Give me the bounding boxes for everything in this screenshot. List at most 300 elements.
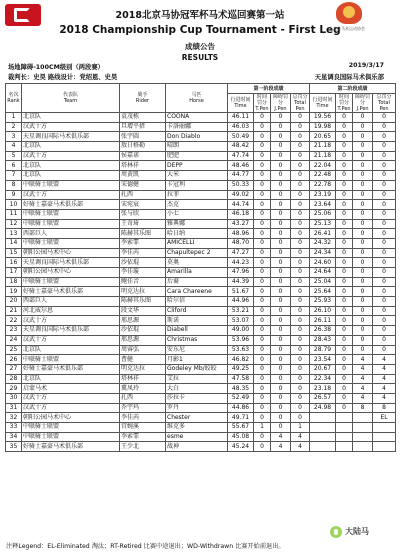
cell-rank: 33 <box>6 423 22 433</box>
cell-p1-total-pen: 4 <box>291 432 310 442</box>
cell-p1-total-pen: 0 <box>291 306 310 316</box>
cell-team: 中联骑士联盟 <box>22 423 120 433</box>
cell-p2-total-pen: 0 <box>373 297 396 307</box>
cell-p2-total-pen: 8 <box>373 403 396 413</box>
cell-p2-total-pen: 0 <box>373 248 396 258</box>
cell-p2-total-pen: 4 <box>373 364 396 374</box>
cell-horse: 莎拉卡 <box>166 393 228 403</box>
cell-p1-time-pen: 0 <box>254 287 271 297</box>
cell-team: 中联骑士联盟 <box>22 432 120 442</box>
cell-p1-time-pen: 0 <box>254 190 271 200</box>
cell-p2-time: 26.41 <box>310 229 336 239</box>
cell-team: 汉武十方 <box>22 151 120 161</box>
cell-team: 中联骑士联盟 <box>22 238 120 248</box>
cell-p1-time-pen: 0 <box>254 248 271 258</box>
cell-p1-jump-pen: 0 <box>271 180 291 190</box>
cell-p2-total-pen: 0 <box>373 200 396 210</box>
cell-p1-total-pen: 0 <box>291 219 310 229</box>
cell-p2-time: 23.19 <box>310 190 336 200</box>
cell-p1-jump-pen: 0 <box>271 403 291 413</box>
cell-rider: 沙依琨 <box>120 258 166 268</box>
header-p1-total-pen: 总罚分 Total Pen <box>292 94 308 112</box>
cell-p2-total-pen: 0 <box>373 180 396 190</box>
cell-rider: 周睿弘 <box>120 345 166 355</box>
cell-p2-time: 26.10 <box>310 306 336 316</box>
cell-p2-jump-pen: 0 <box>353 161 373 171</box>
event-date: 2019/3/17 <box>348 62 384 69</box>
cell-team: 北京队 <box>22 142 120 152</box>
cell-p2-total-pen: 0 <box>373 142 396 152</box>
cell-p1-time: 47.74 <box>228 151 254 161</box>
cell-p2-jump-pen: 0 <box>353 151 373 161</box>
cell-rank: 15 <box>6 248 22 258</box>
cell-p1-time: 45.08 <box>228 432 254 442</box>
cell-p1-time-pen: 0 <box>254 113 271 123</box>
cell-rider: 王少北 <box>120 442 166 452</box>
cell-horse: 卡洛丽娜 <box>166 122 228 132</box>
cell-p1-jump-pen: 0 <box>271 113 291 123</box>
cell-horse: Cara Chareene <box>166 287 228 297</box>
cell-p1-jump-pen: 0 <box>271 297 291 307</box>
cell-rank: 7 <box>6 171 22 181</box>
table-row <box>6 258 396 268</box>
cell-rank: 18 <box>6 277 22 287</box>
cell-rider: 李索霏 <box>120 432 166 442</box>
cell-team: 汉武十方 <box>22 335 120 345</box>
cell-p2-total-pen <box>373 423 396 433</box>
cell-p2-time-pen: 0 <box>336 132 353 142</box>
cell-p2-time: 24.64 <box>310 268 336 278</box>
cell-p1-time: 48.42 <box>228 142 254 152</box>
cell-p1-time: 53.21 <box>228 306 254 316</box>
cell-horse: DEPP <box>166 161 228 171</box>
cell-p1-total-pen: 0 <box>291 229 310 239</box>
cell-horse: Godeley Mb/皎皎 <box>166 364 228 374</box>
cell-p2-time-pen: 0 <box>336 209 353 219</box>
cell-p2-time-pen: 0 <box>336 393 353 403</box>
cell-p2-jump-pen: 8 <box>353 403 373 413</box>
cell-p1-jump-pen: 0 <box>271 326 291 336</box>
cell-rider: 李佳芮 <box>120 413 166 423</box>
cell-p1-time-pen: 0 <box>254 355 271 365</box>
table-row <box>6 384 396 394</box>
cell-p1-jump-pen: 0 <box>271 384 291 394</box>
cell-rank: 5 <box>6 151 22 161</box>
cell-rider: 塔林祥 <box>120 374 166 384</box>
cell-p2-total-pen: 0 <box>373 268 396 278</box>
cell-p2-total-pen: 0 <box>373 122 396 132</box>
cell-team: 好骑士嘉豪马术俱乐部 <box>22 200 120 210</box>
cell-p2-total-pen: 0 <box>373 171 396 181</box>
cell-team: 汉武十方 <box>22 393 120 403</box>
cell-p1-time: 45.24 <box>228 442 254 452</box>
cell-p2-jump-pen: 0 <box>353 171 373 181</box>
table-row <box>6 355 396 365</box>
cell-p1-jump-pen: 0 <box>271 200 291 210</box>
cell-p2-total-pen: 0 <box>373 306 396 316</box>
cell-p2-time: 28.43 <box>310 335 336 345</box>
cell-p2-jump-pen: 0 <box>353 122 373 132</box>
cell-team: 中联骑士联盟 <box>22 209 120 219</box>
cell-rank: 24 <box>6 335 22 345</box>
table-row <box>6 403 396 413</box>
cell-rank: 12 <box>6 219 22 229</box>
cell-horse: COONA <box>166 113 228 123</box>
cell-p1-time: 46.11 <box>228 113 254 123</box>
cell-p1-total-pen: 0 <box>291 364 310 374</box>
cell-p2-total-pen: 0 <box>373 161 396 171</box>
cell-p1-time-pen: 0 <box>254 171 271 181</box>
cell-p1-time: 49.25 <box>228 364 254 374</box>
cell-p2-time: 25.64 <box>310 287 336 297</box>
cell-team: 中联骑士联盟 <box>22 219 120 229</box>
cell-horse: 雅典娜 <box>166 219 228 229</box>
table-row <box>6 180 396 190</box>
cell-p1-time: 50.49 <box>228 132 254 142</box>
cell-p2-time <box>310 423 336 433</box>
cell-p1-jump-pen: 0 <box>271 306 291 316</box>
cell-p1-total-pen: 0 <box>291 297 310 307</box>
table-row <box>6 238 396 248</box>
table-row <box>6 248 396 258</box>
cell-rank: 6 <box>6 161 22 171</box>
table-row <box>6 277 396 287</box>
cell-rider: 鲍佳音 <box>120 277 166 287</box>
cell-p2-jump-pen: 0 <box>353 335 373 345</box>
cell-p2-time-pen <box>336 442 353 452</box>
header-p1-jump-pen: 障碍罚分 J.Pen <box>271 94 291 113</box>
cell-p1-time: 44.96 <box>228 297 254 307</box>
cell-rank: 13 <box>6 229 22 239</box>
cell-p2-time: 25.04 <box>310 277 336 287</box>
cell-p2-jump-pen: 0 <box>353 142 373 152</box>
cell-p1-jump-pen: 0 <box>271 132 291 142</box>
header-p2-time: 行进时间 Time <box>310 94 336 113</box>
table-row <box>6 297 396 307</box>
cell-p2-time-pen: 0 <box>336 277 353 287</box>
cell-rider: 乔宇玛 <box>120 403 166 413</box>
cell-p1-time: 53.07 <box>228 316 254 326</box>
cell-p2-total-pen: 0 <box>373 113 396 123</box>
table-row <box>6 161 396 171</box>
results-table <box>5 83 396 452</box>
cell-rank: 2 <box>6 122 22 132</box>
cell-team: 朝阳公园马术中心 <box>22 268 120 278</box>
cell-horse: 罗丹 <box>166 403 228 413</box>
cell-rider: 扎西 <box>120 190 166 200</box>
cell-p1-total-pen: 0 <box>291 316 310 326</box>
cell-rank: 29 <box>6 384 22 394</box>
cell-team: 北京队 <box>22 161 120 171</box>
cell-p2-total-pen: EL <box>373 413 396 423</box>
cell-rider: 李佳璇 <box>120 268 166 278</box>
cell-p1-total-pen: 0 <box>291 393 310 403</box>
cell-p2-total-pen: 0 <box>373 209 396 219</box>
cell-p2-time-pen: 0 <box>336 190 353 200</box>
table-row <box>6 442 396 452</box>
cell-p1-time: 44.86 <box>228 403 254 413</box>
table-row <box>6 190 396 200</box>
association-emblem-icon <box>336 2 362 24</box>
cell-p1-time: 55.67 <box>228 423 254 433</box>
cell-p1-time-pen: 0 <box>254 238 271 248</box>
cell-horse: 维克多 <box>166 423 228 433</box>
table-row <box>6 209 396 219</box>
cell-horse: Chapultepec 2 <box>166 248 228 258</box>
cell-p1-time: 44.74 <box>228 200 254 210</box>
cell-team: 河北威尔恩 <box>22 306 120 316</box>
cell-p2-time-pen <box>336 423 353 433</box>
cell-horse: 哈日纳 <box>166 229 228 239</box>
cell-team: 汉武十方 <box>22 316 120 326</box>
cell-p2-total-pen: 0 <box>373 345 396 355</box>
cell-p2-jump-pen: 4 <box>353 364 373 374</box>
cell-p1-total-pen: 0 <box>291 258 310 268</box>
cell-p1-jump-pen: 0 <box>271 238 291 248</box>
cell-p1-jump-pen: 0 <box>271 142 291 152</box>
cell-horse: 大白 <box>166 384 228 394</box>
cell-p1-time-pen: 0 <box>254 229 271 239</box>
table-row <box>6 423 396 433</box>
cell-p2-jump-pen: 0 <box>353 238 373 248</box>
cell-rank: 25 <box>6 345 22 355</box>
table-row <box>6 200 396 210</box>
cell-p1-time-pen: 0 <box>254 200 271 210</box>
header-p2-jump-pen: 障碍罚分 J.Pen <box>353 94 373 113</box>
cell-team: 北京队 <box>22 374 120 384</box>
cell-p1-time: 47.27 <box>228 248 254 258</box>
cell-p1-time: 48.35 <box>228 384 254 394</box>
cell-p1-jump-pen: 0 <box>271 229 291 239</box>
cell-p2-time: 21.18 <box>310 142 336 152</box>
cell-rider: 旦增平措 <box>120 122 166 132</box>
table-row <box>6 229 396 239</box>
cell-p2-time: 25.93 <box>310 297 336 307</box>
cell-p1-jump-pen: 0 <box>271 287 291 297</box>
cell-p2-time: 22.78 <box>310 180 336 190</box>
cell-p1-jump-pen: 0 <box>271 355 291 365</box>
cell-p1-time-pen: 0 <box>254 161 271 171</box>
venue: 天星调良国际马术俱乐部 <box>314 74 384 81</box>
cell-p1-jump-pen: 0 <box>271 335 291 345</box>
cell-horse: Cliford <box>166 306 228 316</box>
cell-rank: 8 <box>6 180 22 190</box>
cell-horse: AMICELLI <box>166 238 228 248</box>
cell-p2-time-pen: 0 <box>336 287 353 297</box>
cell-p2-total-pen: 0 <box>373 190 396 200</box>
cell-rank: 11 <box>6 209 22 219</box>
cell-p1-total-pen: 1 <box>291 423 310 433</box>
cell-p1-jump-pen: 4 <box>271 432 291 442</box>
cell-p2-jump-pen: 0 <box>353 277 373 287</box>
cell-p1-time-pen: 0 <box>254 364 271 374</box>
cell-p1-total-pen: 0 <box>291 374 310 384</box>
cell-p2-time-pen: 0 <box>336 142 353 152</box>
cell-p2-time-pen: 0 <box>336 113 353 123</box>
cell-rank: 20 <box>6 297 22 307</box>
cell-rider: 段文华 <box>120 306 166 316</box>
cell-p2-jump-pen: 0 <box>353 219 373 229</box>
table-row <box>6 335 396 345</box>
cell-p2-time-pen <box>336 413 353 423</box>
cell-p2-total-pen: 4 <box>373 393 396 403</box>
table-row <box>6 432 396 442</box>
results-subtitle-cn: 成绩公告 <box>185 42 215 51</box>
table-row <box>6 287 396 297</box>
header-team: 代表队 Team <box>22 84 120 113</box>
table-row <box>6 113 396 123</box>
header-p1-time-pen: 时间 罚分 T.Pen <box>255 94 269 112</box>
cell-p2-time: 26.57 <box>310 393 336 403</box>
cell-p1-jump-pen: 0 <box>271 190 291 200</box>
cell-p1-jump-pen: 0 <box>271 248 291 258</box>
cell-rank: 4 <box>6 142 22 152</box>
cell-horse: Diabell <box>166 326 228 336</box>
cell-rank: 27 <box>6 364 22 374</box>
cell-p1-total-pen: 0 <box>291 171 310 181</box>
cell-p1-time-pen: 0 <box>254 268 271 278</box>
cell-p2-time: 24.34 <box>310 248 336 258</box>
cell-p1-time-pen: 0 <box>254 132 271 142</box>
cell-p2-time-pen: 0 <box>336 306 353 316</box>
cell-p2-time-pen: 0 <box>336 200 353 210</box>
cell-p2-time-pen: 0 <box>336 219 353 229</box>
cell-p1-jump-pen: 0 <box>271 413 291 423</box>
header-p1-time: 行进时间 Time <box>228 94 254 113</box>
cell-team: 好骑士嘉豪马术俱乐部 <box>22 364 120 374</box>
cell-p2-time-pen: 0 <box>336 122 353 132</box>
cell-p2-total-pen: 0 <box>373 238 396 248</box>
cell-horse: 哈尔信 <box>166 297 228 307</box>
cell-p2-jump-pen: 4 <box>353 355 373 365</box>
cell-p1-jump-pen: 0 <box>271 393 291 403</box>
cell-rider: 明克达拉 <box>120 364 166 374</box>
event-title-cn: 2018北京马协冠军杯马术巡回赛第一站 <box>115 10 285 21</box>
cell-team: 汉武十方 <box>22 403 120 413</box>
cell-p2-total-pen: 0 <box>373 219 396 229</box>
header-rider: 骑手 Rider <box>120 84 166 113</box>
cell-p2-time: 22.48 <box>310 171 336 181</box>
cell-rank: 26 <box>6 355 22 365</box>
cell-team: 中联骑士联盟 <box>22 355 120 365</box>
cell-p2-total-pen <box>373 432 396 442</box>
cell-p2-jump-pen: 0 <box>353 209 373 219</box>
cell-p1-total-pen: 0 <box>291 180 310 190</box>
cell-rider: 李索霏 <box>120 238 166 248</box>
cell-team: 天星调良国际马术俱乐部 <box>22 326 120 336</box>
cell-p2-total-pen: 0 <box>373 335 396 345</box>
table-row <box>6 345 396 355</box>
cell-p2-time: 21.18 <box>310 151 336 161</box>
cell-p1-total-pen: 0 <box>291 287 310 297</box>
cell-horse: 杰克 <box>166 200 228 210</box>
cell-p2-time: 26.11 <box>310 316 336 326</box>
table-row <box>6 326 396 336</box>
cell-p2-time: 23.18 <box>310 384 336 394</box>
table-row <box>6 306 396 316</box>
cell-p1-time-pen: 0 <box>254 442 271 452</box>
cell-rank: 17 <box>6 268 22 278</box>
cell-p2-time <box>310 442 336 452</box>
cell-horse: 斯诺 <box>166 316 228 326</box>
cell-horse: 艾拉 <box>166 374 228 384</box>
cell-p1-time-pen: 0 <box>254 151 271 161</box>
cell-horse: 大米 <box>166 171 228 181</box>
cell-rider: 宋宛宸 <box>120 200 166 210</box>
cell-rank: 16 <box>6 258 22 268</box>
cell-p1-jump-pen: 0 <box>271 423 291 433</box>
cell-p2-time-pen: 0 <box>336 374 353 384</box>
cell-rider: 敖日格勒 <box>120 142 166 152</box>
cell-p2-jump-pen: 0 <box>353 297 373 307</box>
cell-p2-jump-pen: 0 <box>353 113 373 123</box>
cell-rider: 沙依琨 <box>120 326 166 336</box>
cell-p2-time: 26.38 <box>310 326 336 336</box>
cell-p1-time-pen: 0 <box>254 316 271 326</box>
cell-horse: Amarilla <box>166 268 228 278</box>
cell-rank: 35 <box>6 442 22 452</box>
cell-p2-jump-pen: 0 <box>353 229 373 239</box>
cell-p1-time-pen: 0 <box>254 326 271 336</box>
cell-team: 汉武十方 <box>22 190 120 200</box>
cell-rank: 32 <box>6 413 22 423</box>
cell-rider: 邢思源 <box>120 316 166 326</box>
association-logo-text: 北京马术运动协会 <box>333 26 365 31</box>
cell-p1-total-pen: 0 <box>291 335 310 345</box>
cell-p1-time-pen: 0 <box>254 432 271 442</box>
cell-p2-jump-pen: 0 <box>353 190 373 200</box>
cell-rider: 王奇琦 <box>120 219 166 229</box>
cell-p1-time: 51.67 <box>228 287 254 297</box>
table-row <box>6 268 396 278</box>
table-row <box>6 364 396 374</box>
cell-rider: 明克达拉 <box>120 287 166 297</box>
cell-rank: 34 <box>6 432 22 442</box>
cell-p2-jump-pen: 0 <box>353 200 373 210</box>
cell-p1-total-pen: 0 <box>291 190 310 200</box>
cell-p2-time-pen <box>336 432 353 442</box>
cell-p2-total-pen: 0 <box>373 132 396 142</box>
cell-p2-time-pen: 0 <box>336 316 353 326</box>
table-row <box>6 132 396 142</box>
cell-p1-time-pen: 1 <box>254 423 271 433</box>
cell-p1-jump-pen: 0 <box>271 345 291 355</box>
cell-p1-total-pen: 0 <box>291 161 310 171</box>
cell-p1-total-pen: 0 <box>291 248 310 258</box>
cell-rank: 14 <box>6 238 22 248</box>
cell-rank: 10 <box>6 200 22 210</box>
cell-p2-time-pen: 0 <box>336 297 353 307</box>
cell-p2-time <box>310 432 336 442</box>
cell-p1-time: 48.96 <box>228 229 254 239</box>
header-p2-total-pen: 总罚分 Total Pen <box>373 94 396 113</box>
cell-rank: 9 <box>6 190 22 200</box>
association-logo <box>318 2 380 36</box>
cell-p2-time: 22.34 <box>310 374 336 384</box>
cell-p1-time-pen: 0 <box>254 180 271 190</box>
cell-p2-total-pen: 0 <box>373 258 396 268</box>
cell-p2-time-pen: 0 <box>336 326 353 336</box>
results-subtitle-en: RESULTS <box>181 53 219 62</box>
cell-p2-jump-pen: 0 <box>353 258 373 268</box>
field-info: 场地障碍-100CM级别（两段赛） <box>8 64 104 71</box>
cell-p1-jump-pen: 0 <box>271 316 291 326</box>
header-phase2: 第二阶段成绩 <box>310 84 396 94</box>
cell-p2-jump-pen: 0 <box>353 306 373 316</box>
cell-p1-total-pen: 0 <box>291 403 310 413</box>
legend-note: 注释Legend：EL-Eliminated 淘汰；RT-Retired 比赛中途退出；WD-Withdrawn 比赛开始前退出。 <box>6 543 285 550</box>
cell-p1-time-pen: 0 <box>254 374 271 384</box>
